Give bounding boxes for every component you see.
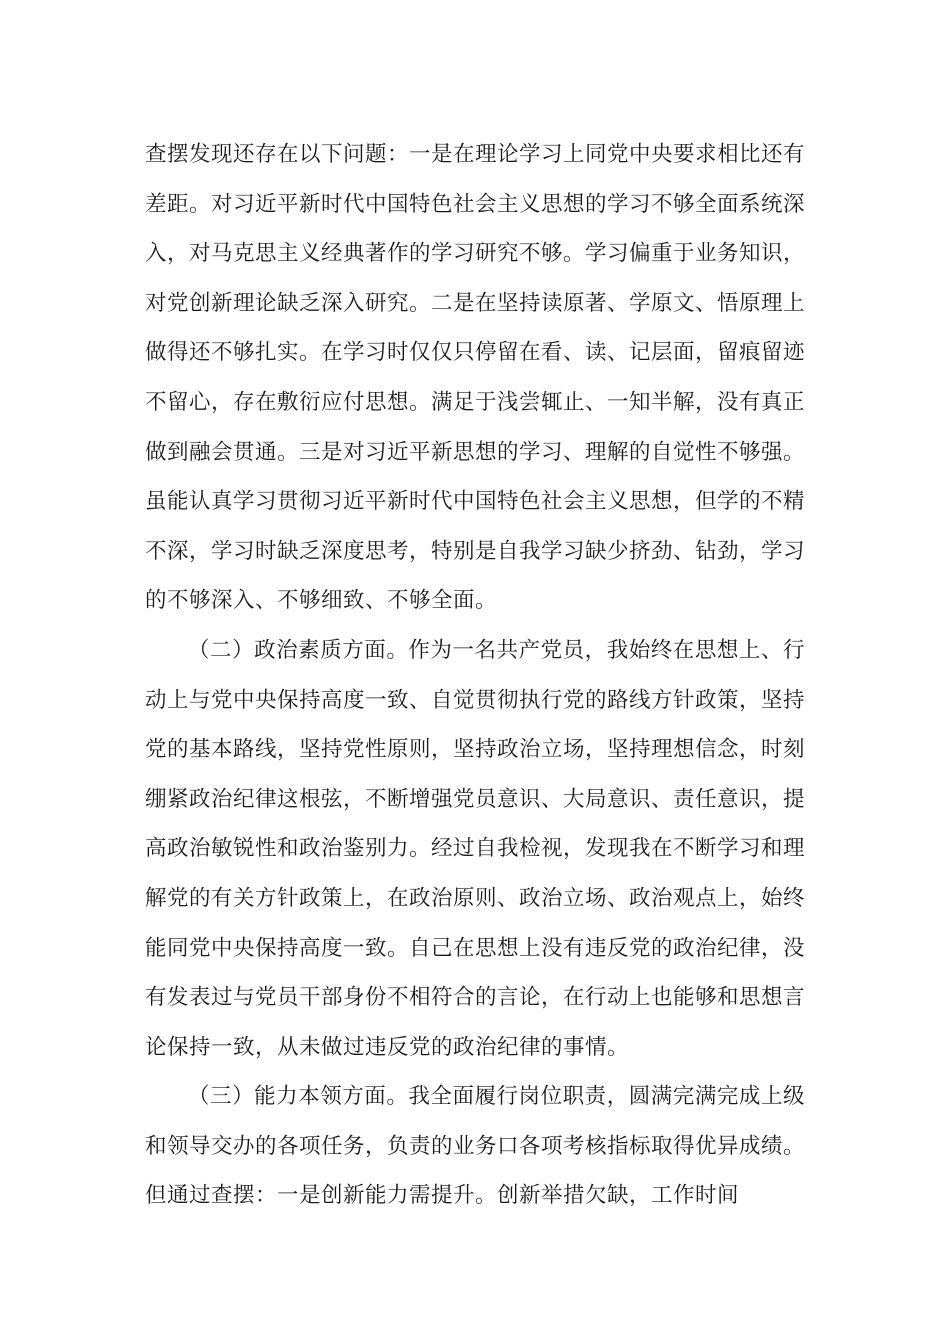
paragraph-study-issues: 查摆发现还存在以下问题：一是在理论学习上同党中央要求相比还有差距。对习近平新时代中国特色社会主义思想的学习不够全面系统深入，对马克思主义经典著作的学习研究不够。学习偏重于业务知识，对党创新理论缺乏深入研究。二是在坚持读原著、学原文、悟原理上做得还不够扎实。在学习时仅仅只停留在看、读、记层面，留痕留迹不留心，存在敷衍应付思想。满足于浅尝辄止、一知半解，没有真正做到融会贯通。三是对习近平新思想的学习、理解的自觉性不够强。虽能认真学习贯彻习近平新时代中国特色社会主义思想，但学的不精不深，学习时缺乏深度思考，特别是自我学习缺少挤劲、钻劲，学习的不够深入、不够细致、不够全面。 [145, 142, 806, 614]
paragraph-ability: （三）能力本领方面。我全面履行岗位职责，圆满完满完成上级和领导交办的各项任务，负责的业务口各项考核指标取得优异成绩。但通过查摆：一是创新能力需提升。创新举措欠缺，工作时间 [145, 1084, 806, 1209]
document-body [145, 130, 805, 1221]
paragraph-political-quality: （二）政治素质方面。作为一名共产党员，我始终在思想上、行动上与党中央保持高度一致、自觉贯彻执行党的路线方针政策，坚持党的基本路线，坚持党性原则，坚持政治立场，坚持理想信念，时刻绷紧政治纪律这根弦，不断增强党员意识、大局意识、责任意识，提高政治敏锐性和政治鉴别力。经过自我检视，发现我在不断学习和理解党的有关方针政策上，在政治原则、政治立场、政治观点上，始终能同党中央保持高度一致。自己在思想上没有违反党的政治纪律，没有发表过与党员干部身份不相符合的言论，在行动上也能够和思想言论保持一致，从未做过违反党的政治纪律的事情。 [145, 637, 806, 1060]
